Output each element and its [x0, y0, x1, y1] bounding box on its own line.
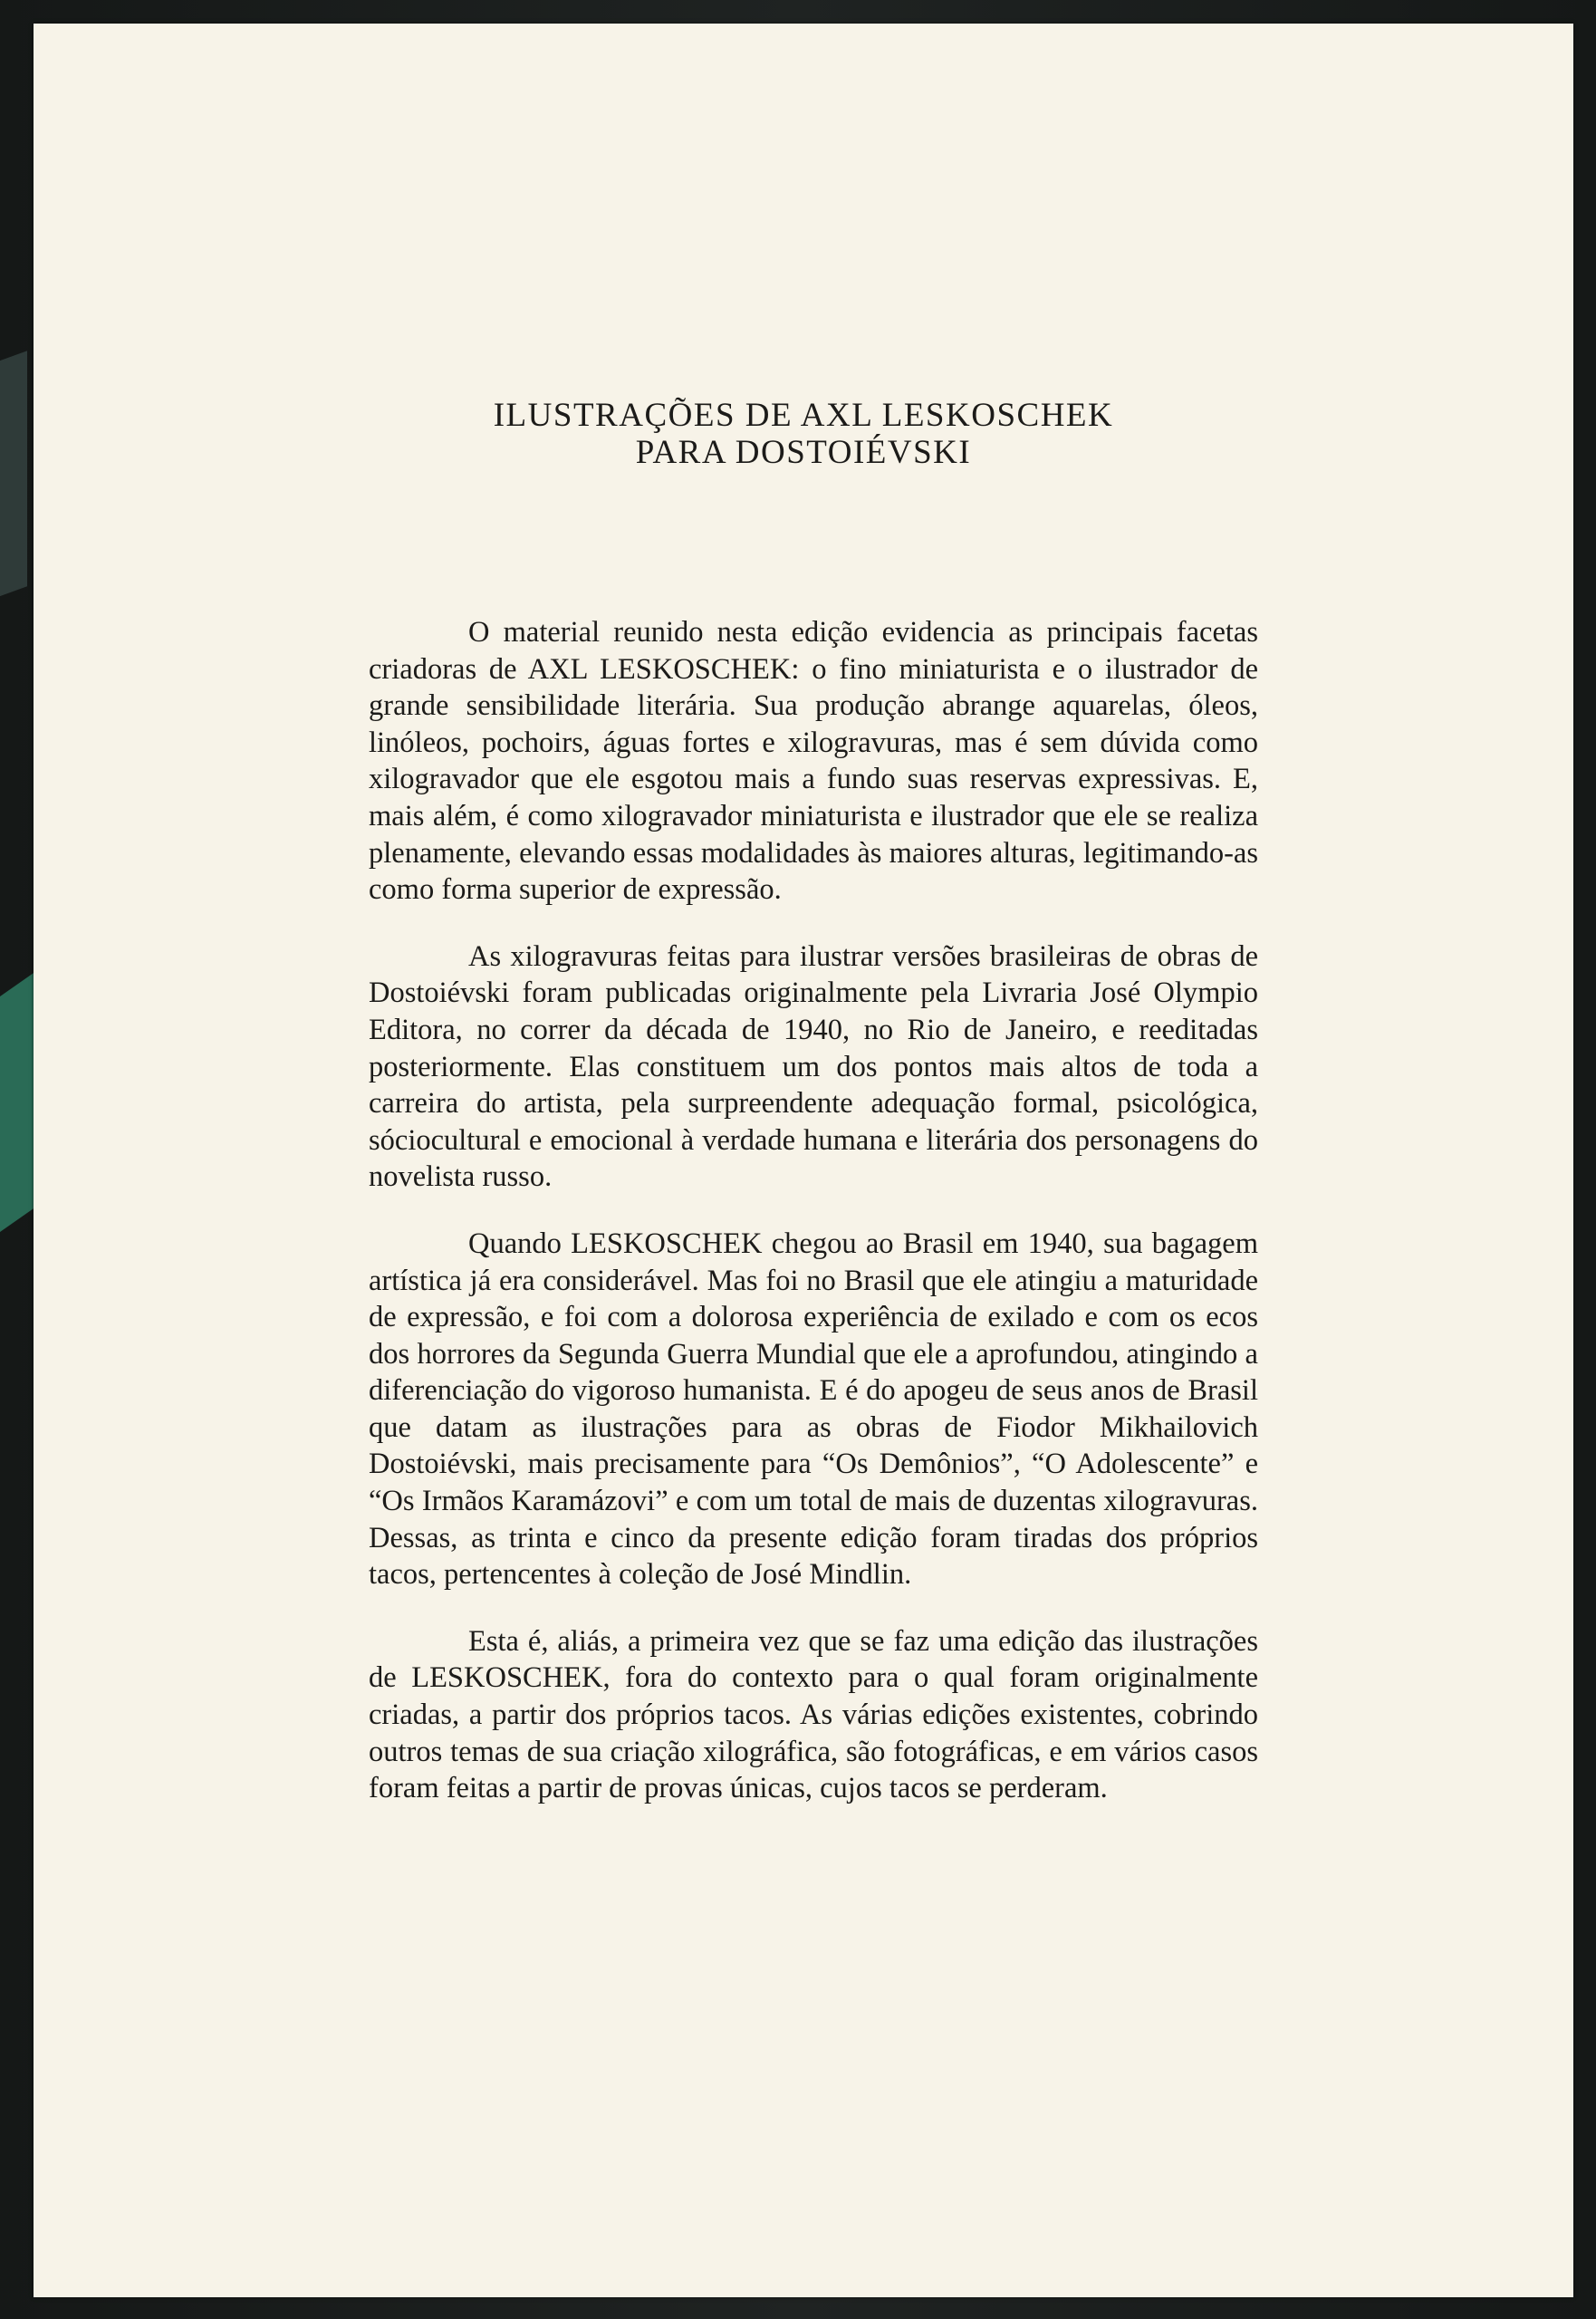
paragraph-1: O material reunido nesta edição evidencia as principais facetas criadoras de AXL LESKOSCHEK: o fino miniaturista e o ilustrador de grande sensibilidade literária. Sua produção abrange aquarelas, óleos, linóleos, pochoirs, águas fortes e xilogravuras, mas é sem dúvida como xilogravador que ele esgotou mais a fundo suas reservas expressivas. E, mais além, é como xilogravador miniaturista e ilustrador que ele se realiza plenamente, elevando essas modalidades às maiores alturas, legitimando-as como forma superior de expressão.	[369, 616, 1258, 907]
paper-sheet	[34, 24, 1573, 2297]
background-edge-shape	[0, 351, 27, 609]
paragraph-2: As xilogravuras feitas para ilustrar versões brasileiras de obras de Dostoiévski foram publicadas originalmente pela Livraria José Olympio Editora, no correr da década de 1940, no Rio de Janeiro, e reeditadas posteriormente. Elas constituem um dos pontos mais altos de toda a carreira do artista, pela surpreendente adequação formal, psicológica, sóciocultural e emocional à verdade humana e literária dos personagens do novelista russo.	[369, 939, 1258, 1194]
title-line-2: PARA DOSTOIÉVSKI	[635, 434, 972, 471]
paragraph-4: Esta é, aliás, a primeira vez que se faz uma edição das ilustrações de LESKOSCHEK, fora do contexto para o qual foram originalmente criadas, a partir dos próprios tacos. As várias edições existentes, cobrindo outros temas de sua criação xilográfica, são fotográficas, e em vários casos foram feitas a partir de provas únicas, cujos tacos se perderam.	[369, 1624, 1258, 1805]
body-text	[369, 614, 1258, 1807]
title-line-1: ILUSTRAÇÕES DE AXL LESKOSCHEK	[493, 397, 1114, 434]
paragraph-3: Quando LESKOSCHEK chegou ao Brasil em 1940, sua bagagem artística já era considerável. Mas foi no Brasil que ele atingiu a maturidade de expressão, e foi com a dolorosa experiência de exilado e com os ecos dos horrores da Segunda Guerra Mundial que ele a aprofundou, atingindo a diferenciação do vigoroso humanista. E é do apogeu de seus anos de Brasil que datam as ilustrações para as obras de Fiodor Mikhailovich Dostoiévski, mais precisamente para “Os Demônios”, “O Adolescente” e “Os Irmãos Karamázovi” e com um total de mais de duzentas xilogravuras. Dessas, as trinta e cinco da presente edição foram tiradas dos próprios tacos, pertencentes à coleção de José Mindlin.	[369, 1227, 1258, 1592]
page-title	[34, 397, 1573, 471]
